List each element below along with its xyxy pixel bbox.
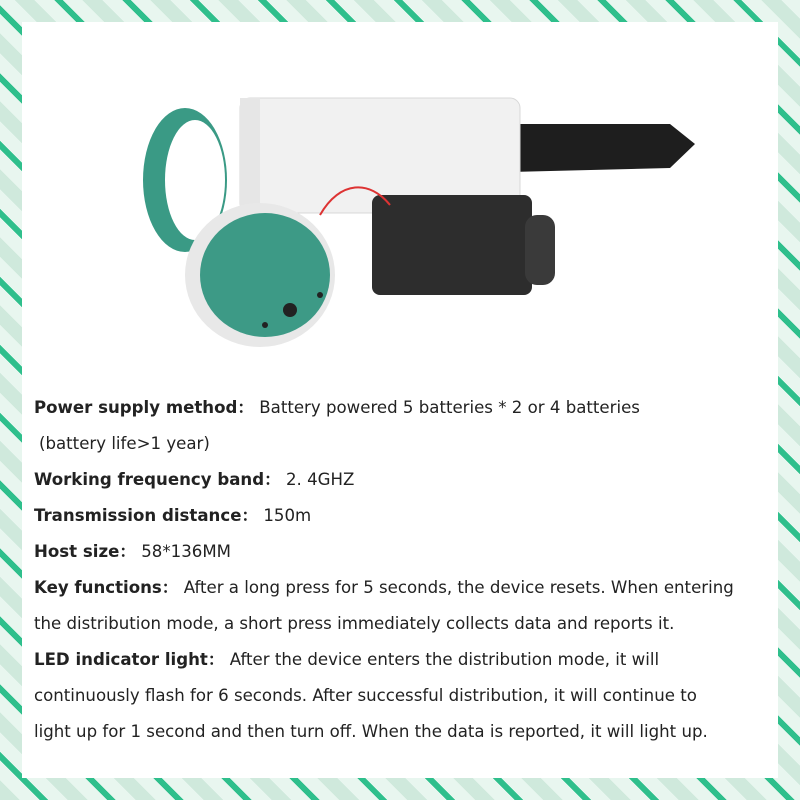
spec-value: (battery life>1 year) [39,434,210,453]
product-image [140,80,700,370]
spec-value: light up for 1 second and then turn off. When the data is reported, it will light up. [34,722,708,741]
spec-frequency [34,462,779,498]
spec-led [34,642,779,678]
spec-power-cont [34,426,779,462]
spec-label: Working frequency band： [34,470,281,489]
spec-value: After the device enters the distribution mode, it will [229,650,660,669]
spec-label: Key functions： [34,578,179,597]
probe-spike [510,124,695,172]
spec-value: the distribution mode, a short press immediately collects data and reports it. [34,614,675,633]
spec-led-cont [34,678,779,714]
spec-value: Battery powered 5 batteries * 2 or 4 batteries [259,398,640,417]
spec-label: Transmission distance： [34,506,259,525]
spec-host-size [34,534,779,570]
spec-led-cont2 [34,714,779,750]
spec-value: continuously flash for 6 seconds. After successful distribution, it will continue to [34,686,697,705]
spec-key-functions [34,570,779,606]
spec-value: 58*136MM [141,542,231,561]
spec-power [34,390,779,426]
specifications [34,390,779,750]
spec-value: After a long press for 5 seconds, the device resets. When entering [183,578,734,597]
soil-sensor-illustration [140,80,700,370]
spec-value: 2. 4GHZ [285,470,355,489]
battery-holder [372,195,532,295]
spec-label: Power supply method： [34,398,254,417]
spec-distance [34,498,779,534]
spec-key-functions-cont [34,606,779,642]
spec-label: LED indicator light： [34,650,225,669]
spec-value: 150m [263,506,312,525]
spec-label: Host size： [34,542,136,561]
